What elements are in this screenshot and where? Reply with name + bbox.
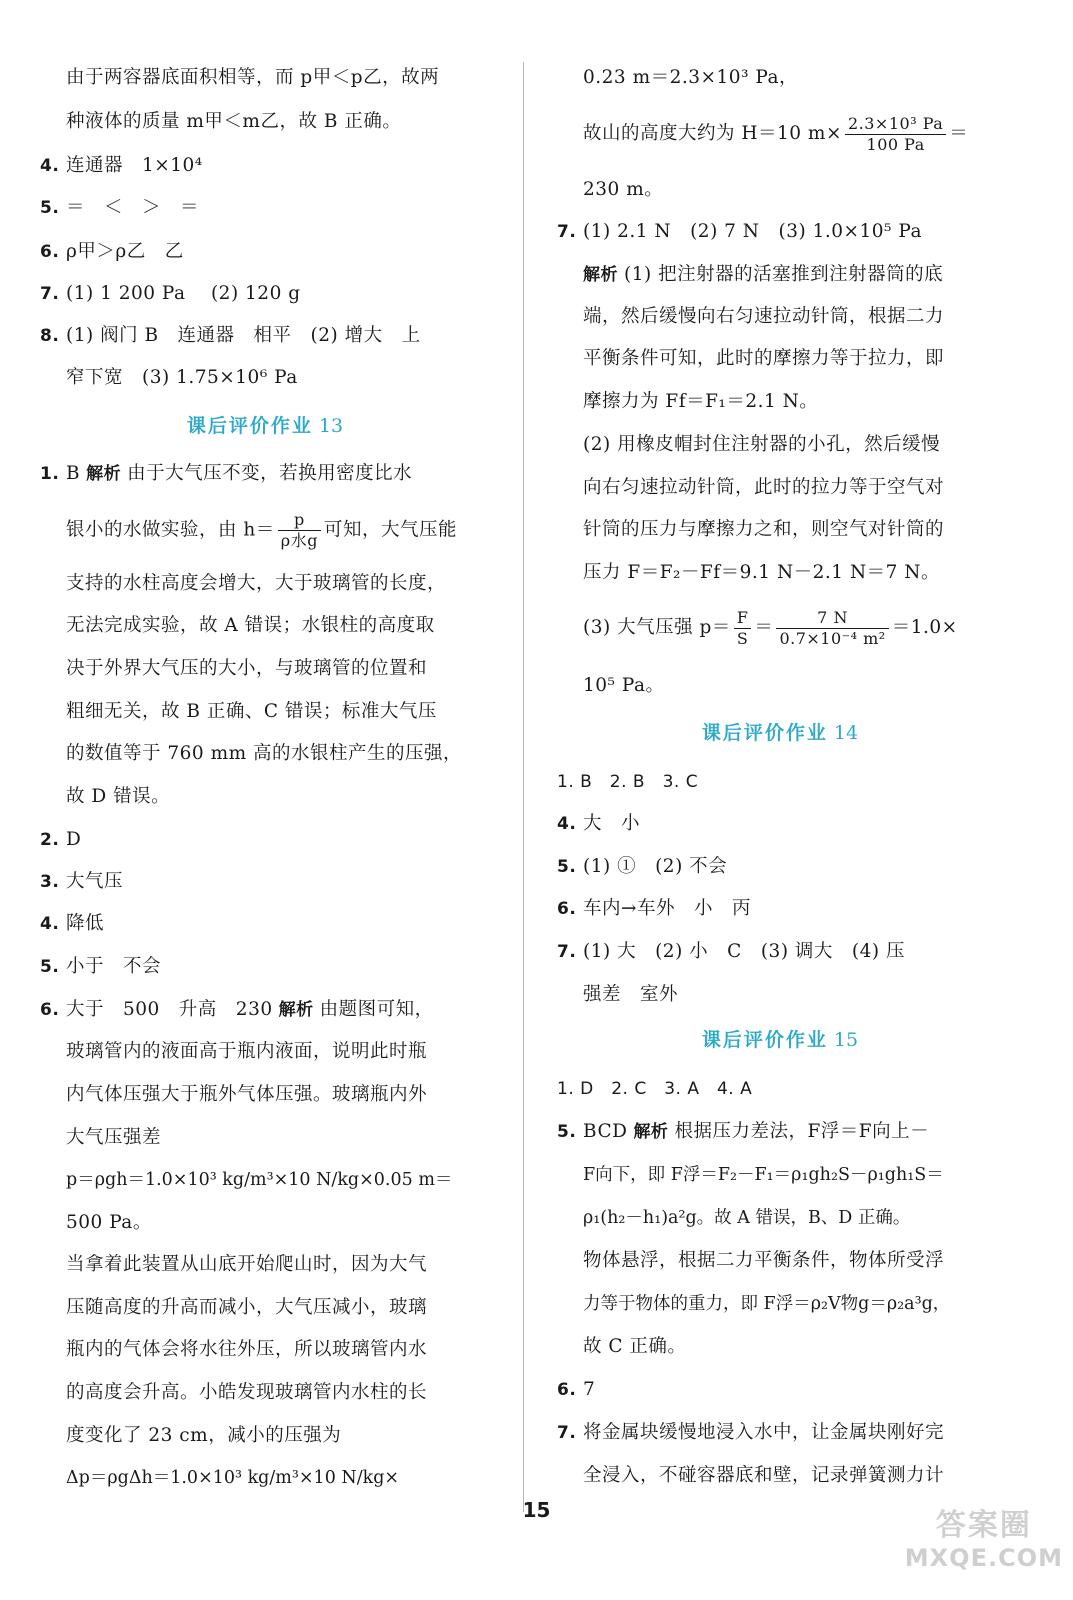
text-line: 的数值等于 760 mm 高的水银柱产生的压强， [66, 743, 463, 764]
text-line: 种液体的质量 m甲＜m乙，故 B 正确。 [66, 111, 402, 132]
answer-14-5: 5. (1) ① (2) 不会 [557, 856, 728, 877]
answer-13-1: 1. B 解析 由于大气压不变，若换用密度比水 [40, 463, 413, 484]
text-line: 银小的水做实验，由 h＝ $\frac{p}{\text{ρ水g}}$ 可知，大气压能 [66, 510, 457, 550]
text-line: 全浸入，不碰容器底和壁，记录弹簧测力计 [583, 1465, 945, 1486]
fraction: $\frac{F}{S}$ [734, 608, 752, 649]
text-line: 决于外界大气压的大小，与玻璃管的位置和 [66, 658, 428, 679]
text-line: 10⁵ Pa。 [583, 675, 665, 696]
text-line: 压力 F＝F₂－Ff＝9.1 N－2.1 N＝7 N。 [583, 562, 940, 583]
text-line: 解析 (1) 把注射器的活塞推到注射器筒的底 [583, 264, 944, 285]
text-line: 大气压强差 [66, 1127, 162, 1148]
text-line: 故 D 错误。 [66, 786, 171, 807]
formula-line: p＝ρgh＝1.0×10³ kg/m³×10 N/kg×0.05 m＝ [66, 1170, 453, 1190]
text-line: 500 Pa。 [66, 1212, 152, 1233]
answer-7: 7. (1) 1 200 Pa (2) 120 g [40, 283, 301, 304]
answer-14-1-3: 1. B 2. B 3. C [557, 772, 699, 792]
answer-13-3: 3. 大气压 [40, 871, 124, 892]
fraction: $\frac{p}{\text{ρ水g}}$ [278, 510, 321, 551]
formula-line: ρ₁(h₂－h₁)a²g。故 A 错误，B、D 正确。 [583, 1208, 911, 1228]
formula-line: Δp＝ρgΔh＝1.0×10³ kg/m³×10 N/kg× [66, 1468, 400, 1488]
page-number: 15 [522, 1498, 551, 1522]
text-line: 当拿着此装置从山底开始爬山时，因为大气 [66, 1254, 428, 1275]
text-line: 摩擦力为 Ff＝F₁＝2.1 N。 [583, 391, 819, 412]
text-line: 物体悬浮，根据二力平衡条件，物体所受浮 [583, 1250, 945, 1271]
text-line: 粗细无关，故 B 正确、C 错误；标准大气压 [66, 701, 437, 722]
text-line: 瓶内的气体会将水往外压，所以玻璃管内水 [66, 1339, 428, 1360]
text-line: 玻璃管内的液面高于瓶内液面，说明此时瓶 [66, 1041, 428, 1062]
answer-6: 6. ρ甲＞ρ乙 乙 [40, 241, 184, 262]
text-line: 平衡条件可知，此时的摩擦力等于拉力，即 [583, 348, 945, 369]
text-line: 度变化了 23 cm，减小的压强为 [66, 1425, 342, 1446]
answer-13-4: 4. 降低 [40, 913, 105, 934]
text-line: 0.23 m＝2.3×10³ Pa， [583, 67, 799, 88]
answer-13-2: 2. D [40, 829, 82, 850]
text-line: 向右匀速拉动针筒，此时的拉力等于空气对 [583, 477, 945, 498]
formula-line: 力等于物体的重力，即 F浮＝ρ₂V物g＝ρ₂a³g， [583, 1294, 951, 1314]
text-line: 无法完成实验，故 A 错误；水银柱的高度取 [66, 615, 435, 636]
answer-15-7: 7. 将金属块缓慢地浸入水中，让金属块刚好完 [557, 1422, 945, 1443]
watermark-logo: 答案圈 MXQE.COM [904, 1508, 1063, 1572]
section-heading-14: 课后评价作业 14 [701, 722, 859, 744]
answer-13-5: 5. 小于 不会 [40, 956, 162, 977]
answer-4: 4. 连通器 1×10⁴ [40, 155, 203, 176]
answer-5: 5. ＝ ＜ ＞ ＝ [40, 197, 200, 218]
text-line: 窄下宽 (3) 1.75×10⁶ Pa [66, 367, 298, 388]
answer-7-right: 7. (1) 2.1 N (2) 7 N (3) 1.0×10⁵ Pa [557, 221, 922, 242]
answer-14-7: 7. (1) 大 (2) 小 C (3) 调大 (4) 压 [557, 941, 905, 962]
text-line: 强差 室外 [583, 984, 679, 1005]
text-line: 230 m。 [583, 179, 664, 200]
answer-8: 8. (1) 阀门 B 连通器 相平 (2) 增大 上 [40, 325, 421, 346]
text-line: 端，然后缓慢向右匀速拉动针筒，根据二力 [583, 306, 945, 327]
left-column [40, 0, 490, 1600]
answer-15-1-4: 1. D 2. C 3. A 4. A [557, 1079, 753, 1099]
text-line: 针筒的压力与摩擦力之和，则空气对针筒的 [583, 519, 945, 540]
formula-line: F向下，即 F浮＝F₂－F₁＝ρ₁gh₂S－ρ₁gh₁S＝ [583, 1165, 944, 1185]
section-heading-13: 课后评价作业 13 [186, 415, 344, 437]
answer-15-5: 5. BCD 解析 根据压力差法，F浮＝F向上－ [557, 1121, 930, 1142]
formula-line: (3) 大气压强 p＝ $\frac{F}{S}$ ＝ $\frac{7 N}{\text{0.7×10⁻⁴ m²}}$ ＝1.0× [583, 607, 958, 648]
text-line: 故 C 正确。 [583, 1336, 687, 1357]
column-divider [523, 62, 524, 1512]
text-line: 内气体压强大于瓶外气体压强。玻璃瓶内外 [66, 1084, 428, 1105]
answer-15-6: 6. 7 [557, 1379, 596, 1400]
fraction: $\frac{7 N}{\text{0.7×10⁻⁴ m²}}$ [776, 608, 888, 649]
answer-13-6: 6. 大于 500 升高 230 解析 由题图可知， [40, 999, 434, 1020]
answer-14-4: 4. 大 小 [557, 813, 641, 834]
right-column [557, 0, 1003, 1600]
formula-line: 故山的高度大约为 H＝10 m× $\frac{\text{2.3×10³ Pa}}{100 Pa}$ ＝ [583, 113, 969, 154]
text-line: 支持的水柱高度会增大，大于玻璃管的长度， [66, 573, 447, 594]
section-heading-15: 课后评价作业 15 [701, 1029, 859, 1051]
text-line: 的高度会升高。小皓发现玻璃管内水柱的长 [66, 1382, 428, 1403]
fraction: $\frac{\text{2.3×10³ Pa}}{100 Pa}$ [845, 114, 946, 155]
text-line: 压随高度的升高而减小，大气压减小，玻璃 [66, 1297, 428, 1318]
text-line: (2) 用橡皮帽封住注射器的小孔，然后缓慢 [583, 434, 941, 455]
answer-14-6: 6. 车内→车外 小 丙 [557, 898, 752, 919]
text-line: 由于两容器底面积相等，而 p甲＜p乙，故两 [66, 67, 440, 88]
